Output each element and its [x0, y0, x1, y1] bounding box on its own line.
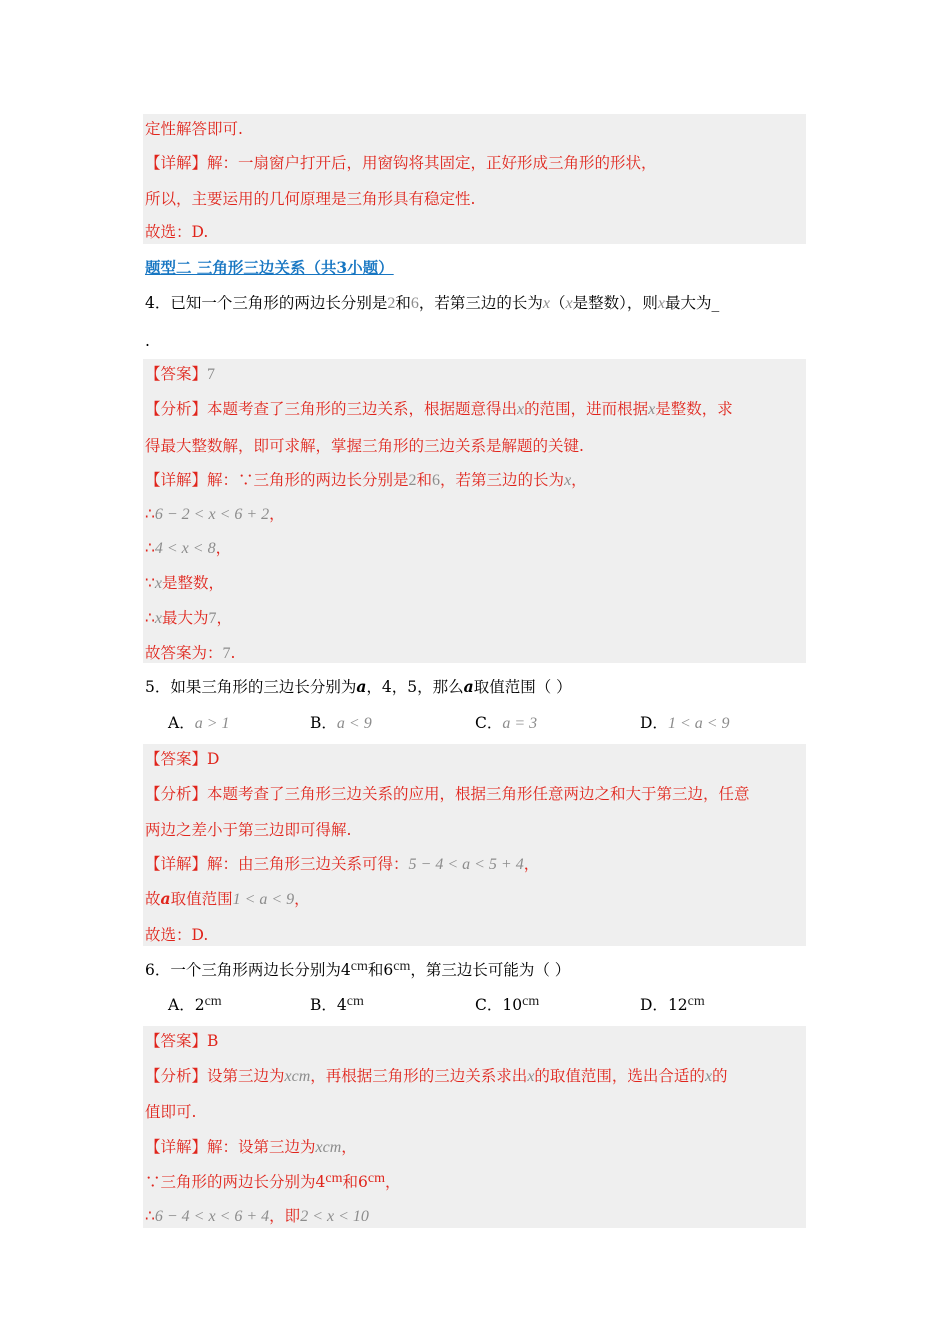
- analysis-text: ，再根据三角形的三边关系求出: [310, 1067, 528, 1085]
- q5-answer-value: D: [207, 750, 220, 768]
- q4-answer-value: 7: [207, 366, 216, 383]
- q5-option-a[interactable]: [168, 712, 230, 735]
- option-label: B．: [310, 996, 337, 1014]
- detail-text: 一扇窗户打开后，用窗钩将其固定，正好形成三角形的形状，: [238, 154, 657, 172]
- because-symbol: ∵: [145, 574, 155, 592]
- option-math: a < 9: [336, 715, 372, 732]
- var-a: a: [356, 677, 367, 696]
- inequality: 1 < a < 9: [232, 891, 295, 908]
- detail-text: ，若第三边的长为: [440, 471, 565, 489]
- range-text: 取值范围: [170, 890, 233, 908]
- answer-tag: 【答案】: [145, 750, 208, 768]
- unit-cm: cm: [350, 959, 368, 974]
- step-text: ，即: [269, 1207, 301, 1225]
- num-6: 6: [432, 472, 441, 489]
- answer-tag: 【答案】: [145, 1032, 208, 1050]
- and: 和: [342, 1173, 359, 1191]
- detail-tag: 【详解】解：: [145, 471, 239, 489]
- therefore-symbol: ∴: [145, 539, 155, 557]
- detail-text: ∵三角形的两边长分别是: [238, 471, 409, 489]
- q4-integer-note: 是整数），则: [572, 294, 658, 312]
- solution-block-q6: [143, 1026, 806, 1228]
- inequality: 2 < x < 10: [300, 1208, 369, 1225]
- q4-var-x3: x: [657, 295, 666, 312]
- var-x: x: [527, 1068, 535, 1085]
- var-a: a: [463, 677, 474, 696]
- step-text: 最大为: [161, 609, 209, 627]
- analysis-text: 是整数，求: [655, 400, 733, 418]
- q6-stem-text: 6．一个三角形两边长分别为: [145, 961, 341, 979]
- comma: ，: [216, 609, 233, 627]
- q6-option-b[interactable]: [310, 994, 364, 1018]
- option-math: a = 3: [502, 715, 538, 732]
- q4-step-2: [145, 537, 231, 560]
- inequality: 4 < x < 8: [154, 540, 216, 557]
- detail-text: 设第三边为: [238, 1138, 316, 1156]
- q4-paren: （: [550, 294, 566, 312]
- q5-choice: 故选：D.: [145, 926, 209, 944]
- analysis-tag: 【分析】: [145, 785, 208, 803]
- q5-analysis-2: 两边之差小于第三边即可得解.: [145, 821, 352, 839]
- option-num: 2: [194, 996, 205, 1014]
- q6-analysis-1: [145, 1065, 728, 1088]
- option-label: B．: [310, 714, 337, 732]
- unit-cm: cm: [325, 1171, 343, 1186]
- option-math: a > 1: [194, 715, 230, 732]
- q6-answer-value: B: [207, 1032, 219, 1050]
- q4-step-4: [145, 607, 232, 630]
- var-x: x: [564, 472, 572, 489]
- comma: ，: [269, 505, 285, 523]
- option-label: A．: [168, 714, 195, 732]
- var-x: x: [517, 401, 525, 418]
- q6-step-1: [145, 1171, 401, 1195]
- option-label: C．: [475, 996, 503, 1014]
- comma: ，: [385, 1173, 401, 1191]
- inequality: 6 − 2 < x < 6 + 2: [154, 506, 270, 523]
- q5-option-b[interactable]: [310, 712, 372, 735]
- q6-stem-end: ，第三边长可能为（ ）: [410, 961, 571, 979]
- unit-cm: cm: [393, 959, 411, 974]
- option-math: 1 < a < 9: [667, 715, 730, 732]
- q4-and: 和: [395, 294, 411, 312]
- q4-side-a: 2: [387, 295, 396, 312]
- q3-choice-line: 故选：D.: [145, 223, 209, 241]
- inequality: 5 − 4 < a < 5 + 4: [408, 856, 524, 873]
- q4-stem-text: 4．已知一个三角形的两边长分别是: [145, 294, 388, 312]
- num-4: 4: [340, 961, 351, 979]
- step-text: ∵三角形的两边长分别为: [145, 1173, 316, 1191]
- option-label: D．: [640, 714, 668, 732]
- q6-analysis-2: 值即可.: [145, 1103, 197, 1121]
- q4-analysis-2: 得最大整数解，即可求解，掌握三角形的三边关系是解题的关键.: [145, 437, 584, 455]
- var-a: a: [160, 889, 171, 908]
- q4-answer: [145, 363, 215, 386]
- q4-stem-mid: ，若第三边的长为: [418, 294, 543, 312]
- num-4: 4: [315, 1173, 326, 1191]
- q4-var-x: x: [542, 295, 551, 312]
- q5-answer: [145, 748, 219, 770]
- q6-option-a[interactable]: [168, 994, 222, 1018]
- q6-step-2: [145, 1205, 369, 1228]
- analysis-tag: 【分析】: [145, 400, 208, 418]
- q5-stem-text: 5．如果三角形的三边长分别为: [145, 678, 357, 696]
- therefore-symbol: ∴: [145, 609, 155, 627]
- option-num: 4: [336, 996, 347, 1014]
- q6-option-c[interactable]: [475, 994, 539, 1018]
- q5-stem: [145, 676, 572, 698]
- q5-range: [145, 888, 310, 911]
- and: 和: [416, 471, 433, 489]
- answer-tag: 【答案】: [145, 365, 208, 383]
- q5-analysis-1: [145, 783, 750, 805]
- unit-cm: cm: [367, 1171, 385, 1186]
- num-6: 6: [383, 961, 394, 979]
- option-num: 12: [667, 996, 688, 1014]
- unit-cm: cm: [522, 994, 540, 1009]
- detail-tag: 【详解】解：: [145, 1138, 239, 1156]
- value-7: 7: [208, 610, 217, 627]
- var-x: x: [704, 1068, 713, 1085]
- section-title: 题型二 三角形三边关系（共3小题）: [145, 258, 394, 277]
- q6-detail: [145, 1136, 357, 1159]
- comma: ，: [571, 471, 587, 489]
- q5-stem-mid: ，4，5，那么: [366, 678, 464, 696]
- analysis-text: 本题考查了三角形的三边关系，根据题意得出: [207, 400, 518, 418]
- q4-stem-dot: .: [145, 332, 150, 350]
- q4-final: [145, 642, 235, 665]
- unit-cm: cm: [687, 994, 705, 1009]
- step-text: 是整数，: [161, 574, 224, 592]
- value-7: 7: [222, 645, 231, 662]
- comma: ，: [215, 539, 232, 557]
- q4-analysis-1: [145, 398, 733, 421]
- q6-stem: [145, 959, 570, 983]
- final-text: 故答案为：: [145, 644, 223, 662]
- solution-block-q5: [143, 744, 806, 946]
- analysis-text: 设第三边为: [207, 1067, 285, 1085]
- q4-side-b: 6: [410, 295, 419, 312]
- detail-tag: 【详解】解：: [145, 855, 239, 873]
- unit-cm: cm: [346, 994, 364, 1009]
- analysis-tag: 【分析】: [145, 1067, 208, 1085]
- analysis-text: 本题考查了三角形三边关系的应用，根据三角形任意两边之和大于第三边，任意: [207, 785, 750, 803]
- inequality: 6 − 4 < x < 6 + 4: [154, 1208, 270, 1225]
- analysis-text: 的范围，进而根据: [524, 400, 649, 418]
- q4-step-3: [145, 572, 224, 595]
- q3-analysis-tail: 定性解答即可.: [145, 120, 243, 138]
- var-x: x: [648, 401, 656, 418]
- num-2: 2: [408, 472, 417, 489]
- var-xcm: xcm: [315, 1139, 342, 1156]
- var-xcm: xcm: [284, 1068, 311, 1085]
- range-text: 故: [145, 890, 161, 908]
- var-x: x: [154, 575, 162, 592]
- q4-detail: [145, 469, 587, 492]
- comma: ，: [523, 855, 540, 873]
- q5-stem-end: 取值范围（ ）: [473, 678, 572, 696]
- period: .: [230, 644, 236, 662]
- q5-option-d[interactable]: [640, 712, 730, 735]
- num-6: 6: [358, 1173, 368, 1191]
- option-num: 10: [502, 996, 523, 1014]
- q4-step-1: [145, 503, 285, 526]
- therefore-symbol: ∴: [145, 1207, 155, 1225]
- detail-text: 由三角形三边关系可得：: [238, 855, 409, 873]
- unit-cm: cm: [204, 994, 222, 1009]
- comma: ，: [341, 1138, 357, 1156]
- q5-option-c[interactable]: [475, 712, 537, 735]
- q3-detail-line-2: 所以，主要运用的几何原理是三角形具有稳定性.: [145, 190, 476, 208]
- option-label: C．: [475, 714, 503, 732]
- q4-stem-end: 最大为_: [665, 294, 720, 312]
- analysis-text: 的: [712, 1067, 728, 1085]
- detail-tag: 【详解】解：: [145, 154, 239, 172]
- q4-var-x2: x: [565, 295, 573, 312]
- var-x: x: [154, 610, 162, 627]
- q3-detail-line: [145, 152, 657, 174]
- analysis-text: 的取值范围，选出合适的: [534, 1067, 705, 1085]
- therefore-symbol: ∴: [145, 505, 155, 523]
- q6-option-d[interactable]: [640, 994, 705, 1018]
- q5-detail: [145, 853, 539, 876]
- comma: ，: [294, 890, 310, 908]
- option-label: A．: [168, 996, 195, 1014]
- and: 和: [367, 961, 384, 979]
- q4-stem: [145, 292, 719, 315]
- q6-answer: [145, 1030, 218, 1052]
- option-label: D．: [640, 996, 668, 1014]
